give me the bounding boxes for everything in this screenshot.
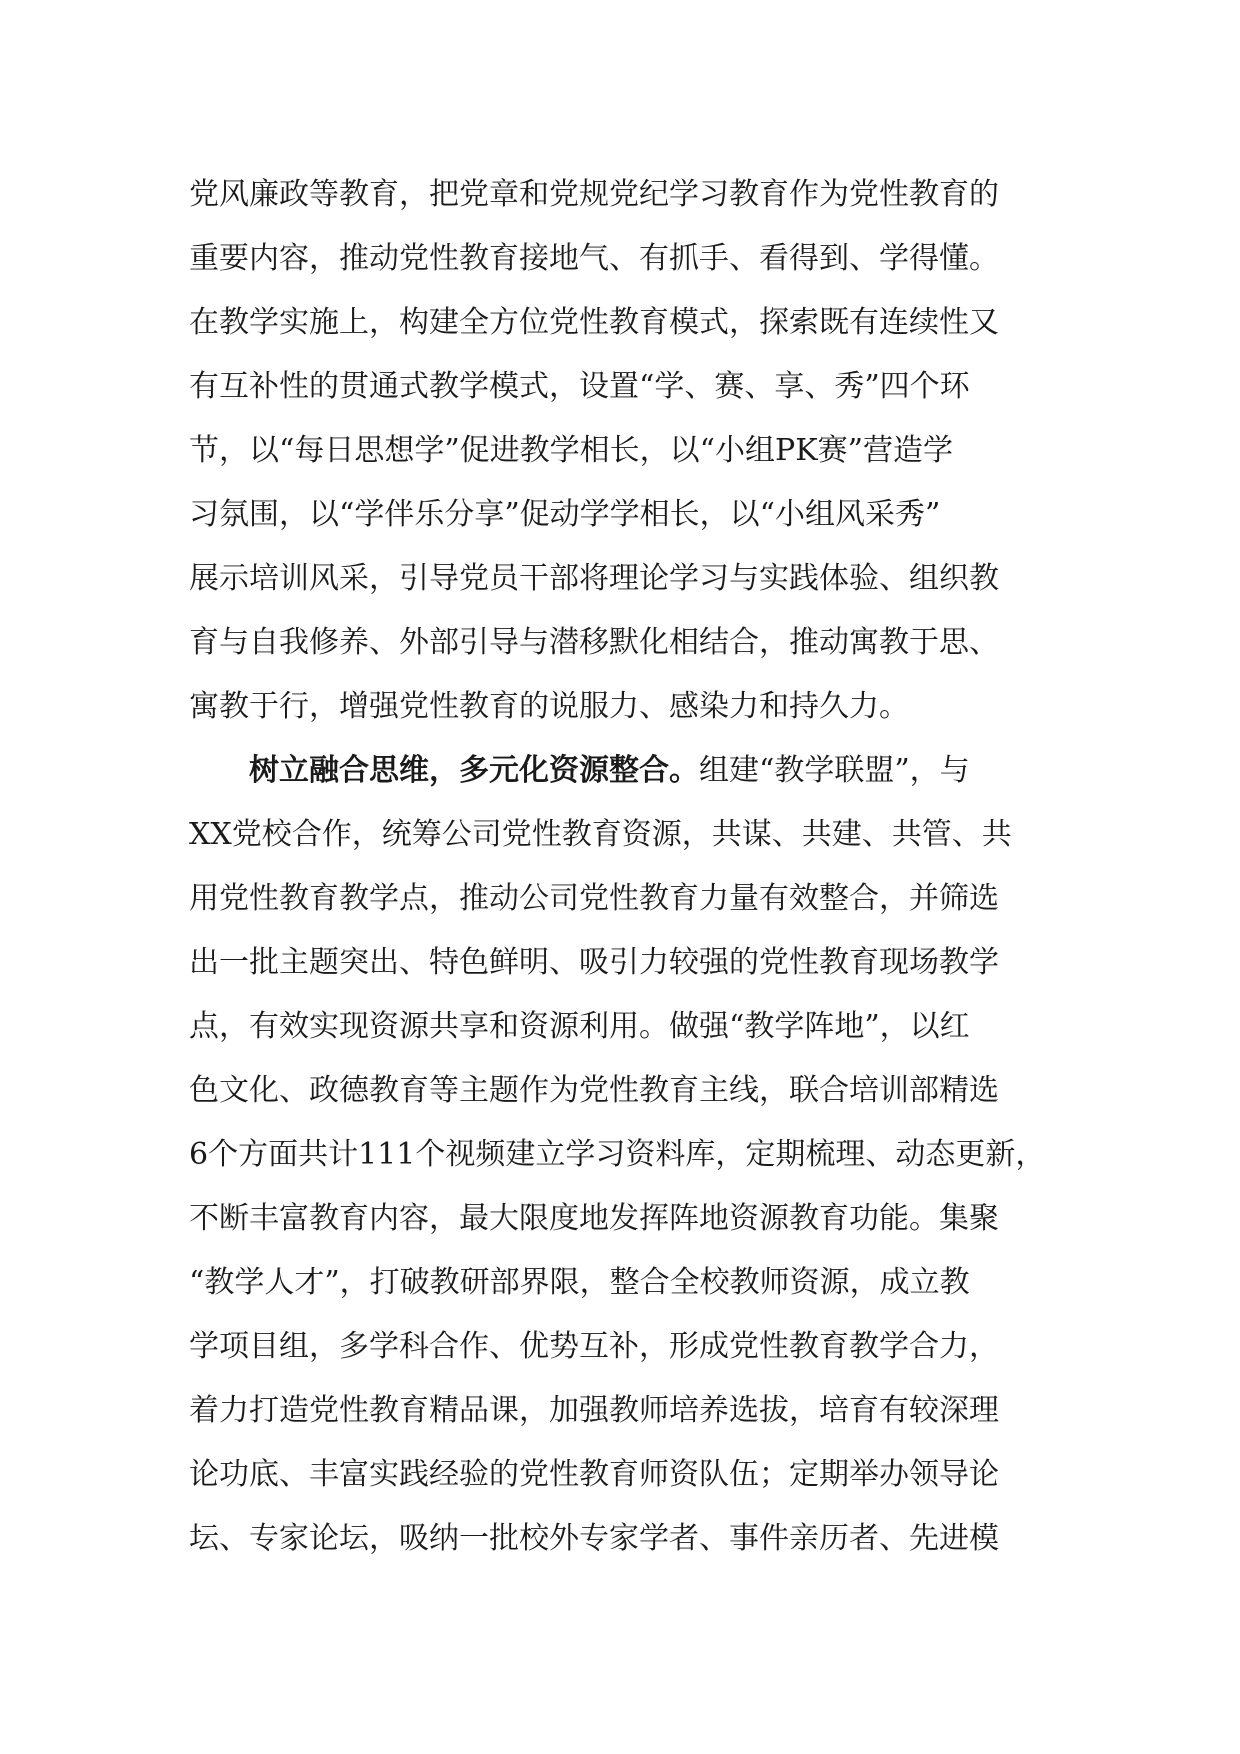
section-heading-line	[249, 751, 1149, 791]
text-line: 用党性教育教学点，推动公司党性教育力量有效整合，并筛选	[189, 881, 999, 916]
text-line: 6个方面共计111个视频建立学习资料库，定期梳理、动态更新，	[189, 1137, 1046, 1172]
text-line: 寓教于行，增强党性教育的说服力、感染力和持久力。	[189, 689, 909, 724]
text-line: 论功底、丰富实践经验的党性教育师资队伍；定期举办领导论	[189, 1457, 999, 1492]
text-line: 色文化、政德教育等主题作为党性教育主线，联合培训部精选	[189, 1073, 999, 1108]
text-line: 育与自我修养、外部引导与潜移默化相结合，推动寓教于思、	[189, 625, 999, 660]
text-line: 习氛围，以“学伴乐分享”促动学学相长，以“小组风采秀”	[189, 497, 941, 532]
text-line: “教学人才”，打破教研部界限，整合全校教师资源，成立教	[189, 1265, 970, 1300]
text-line: 有互补性的贯通式教学模式，设置“学、赛、享、秀”四个环	[189, 369, 970, 404]
text-line: 重要内容，推动党性教育接地气、有抓手、看得到、学得懂。	[189, 241, 999, 276]
text-line: 点，有效实现资源共享和资源利用。做强“教学阵地”，以红	[189, 1009, 970, 1044]
text-line: 出一批主题突出、特色鲜明、吸引力较强的党性教育现场教学	[189, 945, 999, 980]
section-heading-continuation: 组建“教学联盟”，与	[699, 753, 970, 788]
text-line: XX党校合作，统筹公司党性教育资源，共谋、共建、共管、共	[189, 817, 1012, 852]
text-line: 在教学实施上，构建全方位党性教育模式，探索既有连续性又	[189, 305, 999, 340]
text-line: 坛、专家论坛，吸纳一批校外专家学者、事件亲历者、先进模	[189, 1521, 999, 1556]
text-line: 不断丰富教育内容，最大限度地发挥阵地资源教育功能。集聚	[189, 1201, 999, 1236]
text-line: 节，以“每日思想学”促进教学相长，以“小组PK赛”营造学	[189, 433, 953, 468]
text-line: 着力打造党性教育精品课，加强教师培养选拔，培育有较深理	[189, 1393, 999, 1428]
text-line: 学项目组，多学科合作、优势互补，形成党性教育教学合力，	[189, 1329, 999, 1364]
section-heading: 树立融合思维，多元化资源整合。	[249, 753, 699, 788]
text-line: 党风廉政等教育，把党章和党规党纪学习教育作为党性教育的	[189, 177, 999, 212]
text-line: 展示培训风采，引导党员干部将理论学习与实践体验、组织教	[189, 561, 999, 596]
